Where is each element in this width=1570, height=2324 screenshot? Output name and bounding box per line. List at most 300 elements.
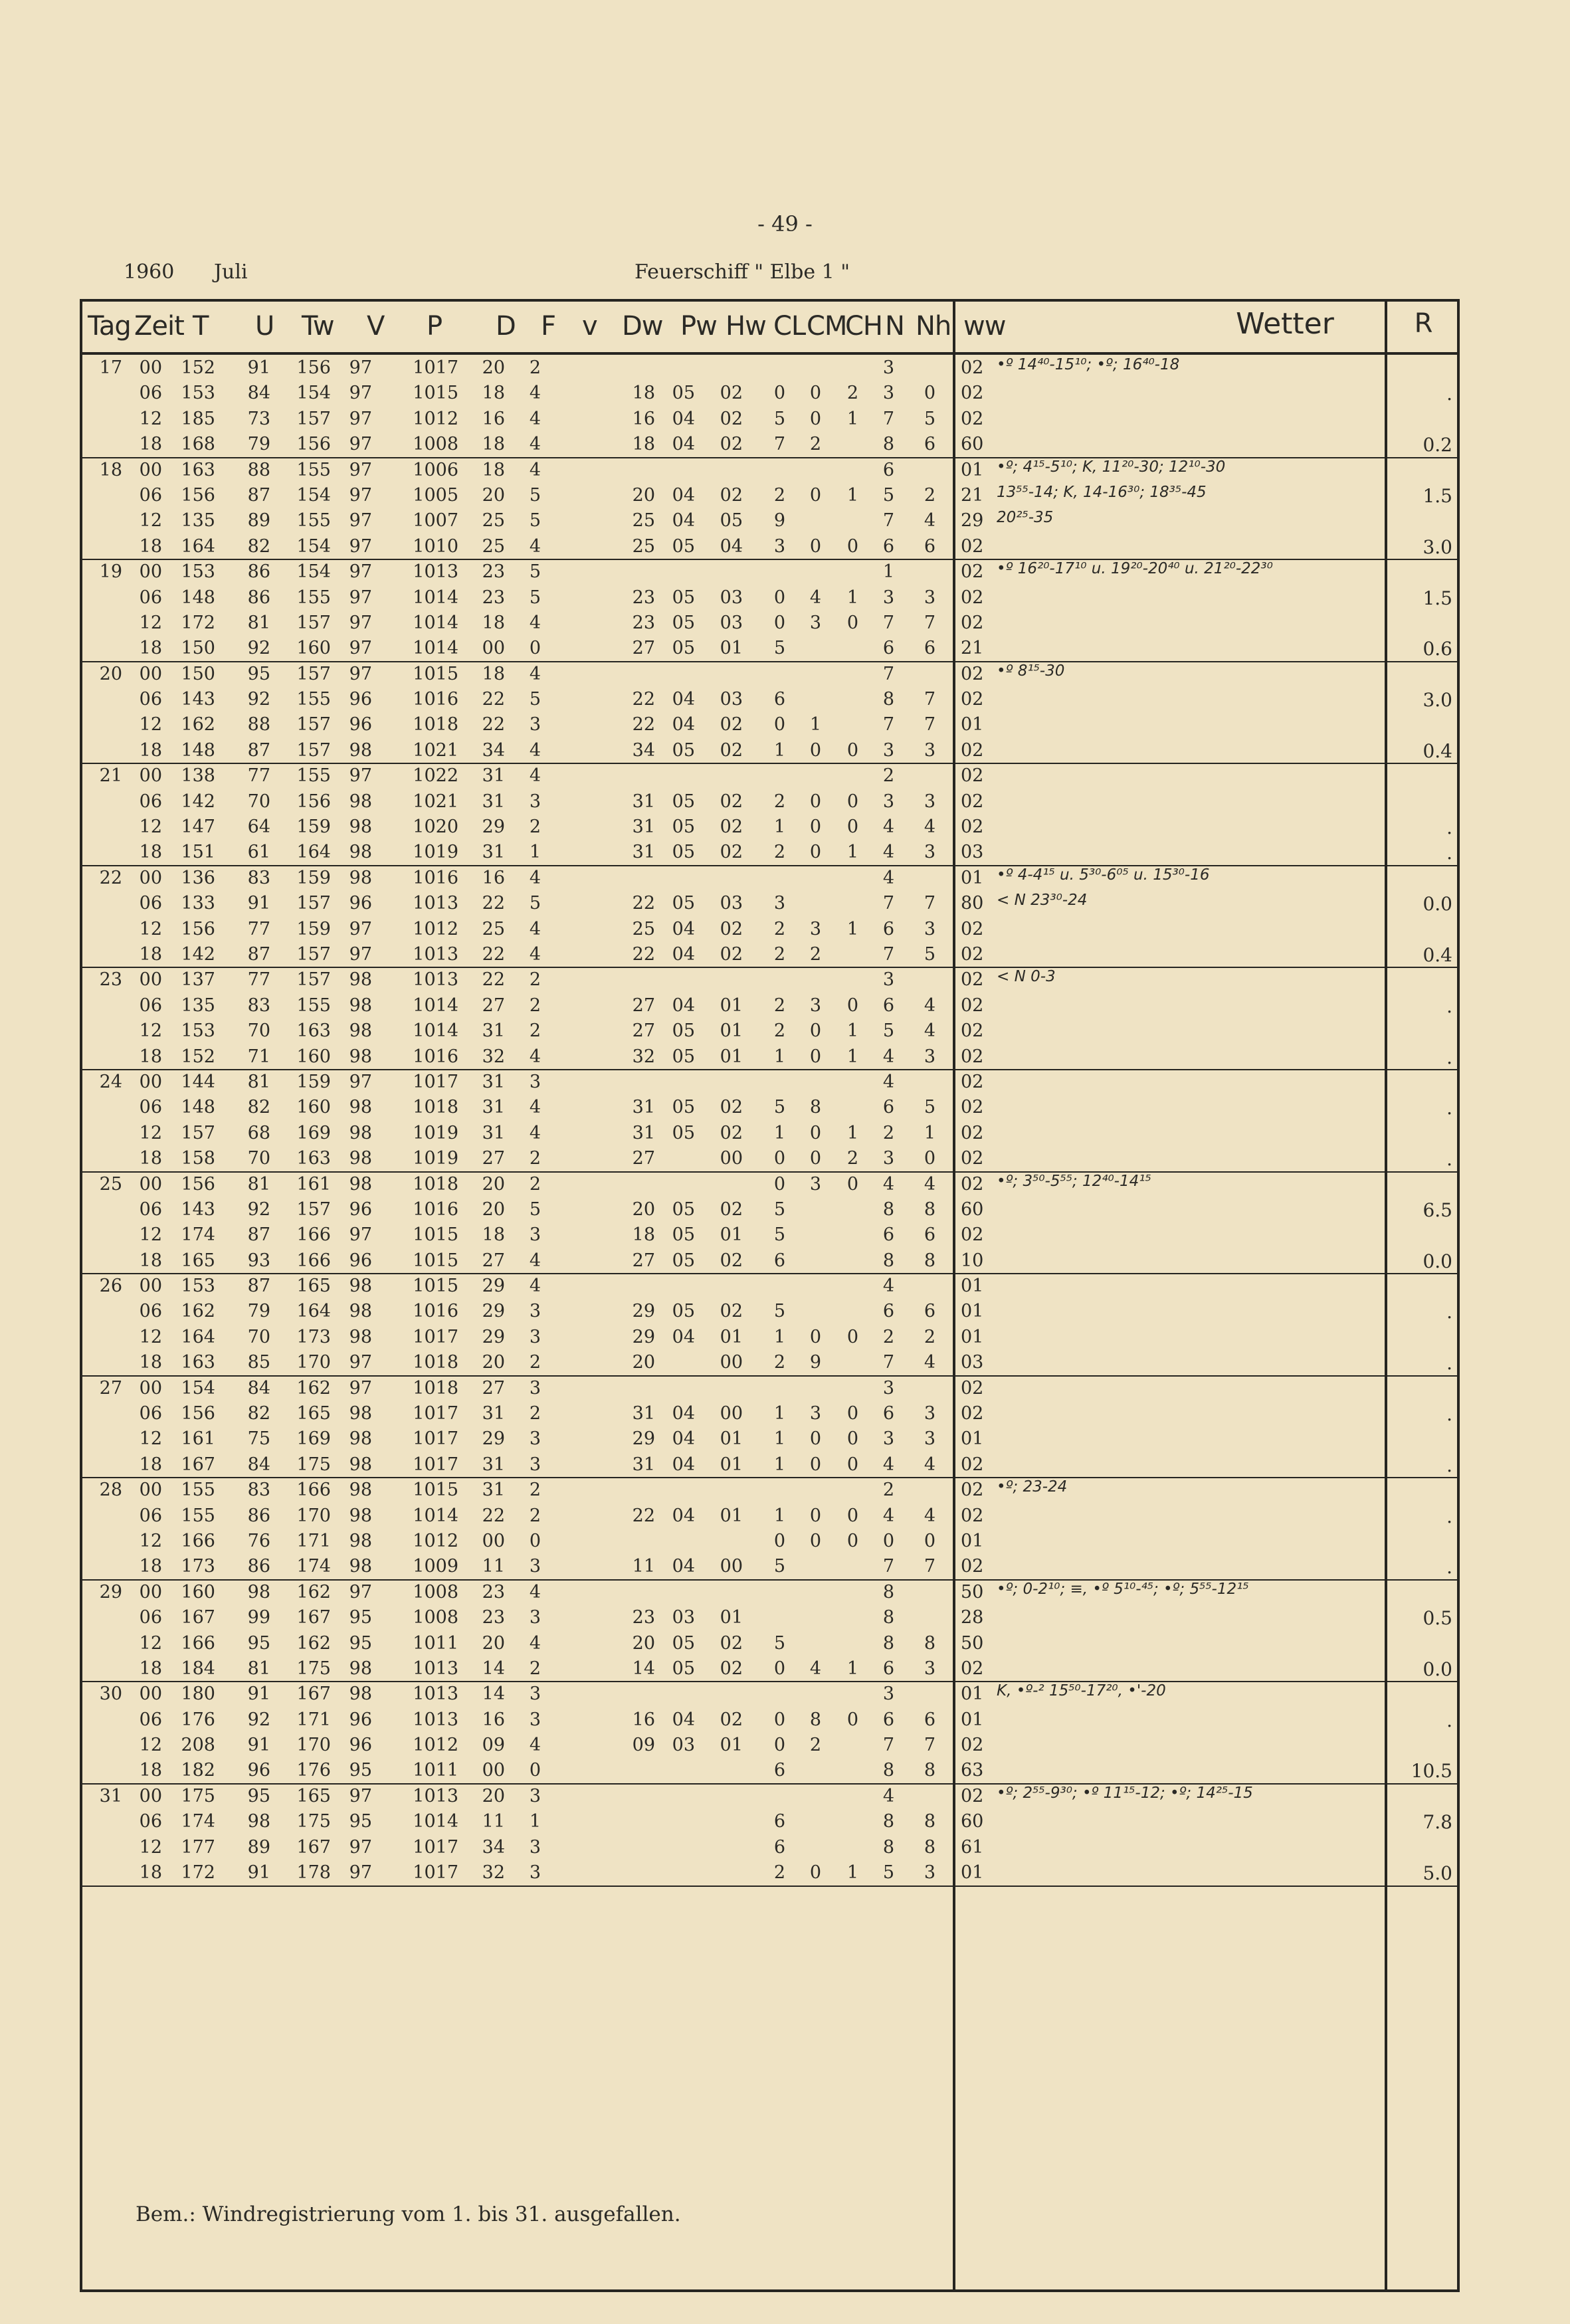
cell-ww: 01 [961, 1862, 984, 1884]
cell-nh: 6 [924, 638, 935, 659]
cell-nh: 3 [924, 1428, 935, 1450]
cell-t: 142 [181, 943, 215, 965]
cell-v: 97 [349, 587, 372, 608]
cell-t: 208 [181, 1735, 215, 1756]
cell-dw: 31 [632, 791, 655, 812]
cell-t: 167 [181, 1607, 215, 1628]
cell-v: 95 [349, 1760, 372, 1781]
cell-d: 29 [482, 1276, 505, 1297]
cell-ww: 02 [961, 408, 984, 429]
cell-cm: 2 [809, 434, 821, 455]
cell-dw: 22 [632, 689, 655, 710]
cell-f: 2 [529, 1352, 541, 1373]
cell-cm: 0 [809, 535, 821, 557]
cell-r: . [1446, 383, 1452, 405]
cell-n: 2 [882, 1326, 894, 1347]
cell-pw: 04 [672, 1428, 695, 1450]
cell-ch: 2 [846, 383, 858, 404]
cell-pw: 05 [672, 739, 695, 761]
cell-r: . [1446, 995, 1452, 1017]
table-row [82, 789, 1457, 814]
cell-tw: 155 [296, 459, 331, 480]
cell-t: 138 [181, 765, 215, 787]
cell-hw: 01 [720, 1607, 743, 1628]
cell-dw: 09 [632, 1735, 655, 1756]
cell-tw: 178 [296, 1862, 331, 1884]
cell-dw: 23 [632, 1607, 655, 1628]
cell-t: 156 [181, 484, 215, 506]
cell-hw: 00 [720, 1352, 743, 1373]
cell-tag: 23 [99, 969, 122, 991]
cell-u: 98 [247, 1581, 270, 1602]
cell-nh: 3 [924, 918, 935, 939]
cell-r: 0.2 [1423, 434, 1452, 456]
cell-cl: 3 [773, 893, 785, 914]
cell-zeit: 06 [139, 689, 162, 710]
cell-n: 7 [882, 893, 894, 914]
cell-tw: 169 [296, 1428, 331, 1450]
cell-cm: 0 [809, 1020, 821, 1042]
cell-tw: 157 [296, 739, 331, 761]
cell-dw: 20 [632, 1632, 655, 1654]
cell-n: 3 [882, 791, 894, 812]
table-row [82, 1171, 1457, 1197]
cell-tw: 156 [296, 357, 331, 378]
cell-cl: 0 [773, 1735, 785, 1756]
cell-tw: 175 [296, 1454, 331, 1475]
cell-n: 8 [882, 1581, 894, 1602]
cell-r: . [1446, 1352, 1452, 1375]
cell-pw: 04 [672, 1403, 695, 1424]
cell-dw: 16 [632, 1709, 655, 1730]
cell-t: 155 [181, 1505, 215, 1526]
cell-d: 20 [482, 1352, 505, 1373]
cell-u: 79 [247, 434, 270, 455]
cell-cl: 0 [773, 714, 785, 735]
table-row [82, 1834, 1457, 1860]
cell-dw: 31 [632, 842, 655, 863]
cell-wetter: 13⁵⁵-14; K, 14-16³⁰; 18³⁵-45 [997, 483, 1207, 501]
cell-nh: 6 [924, 535, 935, 557]
cell-u: 91 [247, 1862, 270, 1884]
cell-ww: 01 [961, 459, 984, 480]
cell-v: 96 [349, 689, 372, 710]
cell-n: 7 [882, 943, 894, 965]
cell-d: 25 [482, 535, 505, 557]
cell-cl: 2 [773, 1352, 785, 1373]
cell-v: 96 [349, 1250, 372, 1271]
cell-p: 1012 [413, 408, 458, 429]
cell-u: 77 [247, 969, 270, 991]
cell-t: 156 [181, 1173, 215, 1195]
cell-tw: 167 [296, 1684, 331, 1705]
cell-v: 97 [349, 459, 372, 480]
cell-f: 3 [529, 1709, 541, 1730]
cell-tw: 170 [296, 1505, 331, 1526]
cell-zeit: 06 [139, 995, 162, 1016]
cell-t: 175 [181, 1785, 215, 1806]
cell-ch: 1 [846, 1020, 858, 1042]
cell-t: 158 [181, 1148, 215, 1169]
cell-d: 00 [482, 1530, 505, 1551]
cell-ww: 02 [961, 612, 984, 633]
cell-v: 98 [349, 995, 372, 1016]
cell-u: 71 [247, 1046, 270, 1067]
cell-nh: 5 [924, 1097, 935, 1118]
cell-tag: 22 [99, 867, 122, 888]
cell-tw: 162 [296, 1377, 331, 1399]
cell-r: 0.0 [1423, 1250, 1452, 1272]
cell-zeit: 18 [139, 1250, 162, 1271]
cell-zeit: 18 [139, 1556, 162, 1577]
cell-zeit: 18 [139, 434, 162, 455]
cell-t: 143 [181, 689, 215, 710]
cell-p: 1019 [413, 1148, 458, 1169]
cell-dw: 22 [632, 1505, 655, 1526]
cell-d: 31 [482, 1097, 505, 1118]
cell-ch: 1 [846, 484, 858, 506]
cell-tw: 155 [296, 995, 331, 1016]
cell-tw: 154 [296, 383, 331, 404]
cell-zeit: 00 [139, 1377, 162, 1399]
cell-nh: 3 [924, 1046, 935, 1067]
cell-p: 1017 [413, 1403, 458, 1424]
cell-nh: 8 [924, 1632, 935, 1654]
cell-wetter: •º 14⁴⁰-15¹⁰; •º; 16⁴⁰-18 [997, 356, 1180, 373]
cell-p: 1015 [413, 1224, 458, 1246]
cell-ch: 0 [846, 1505, 858, 1526]
table-row [82, 1579, 1457, 1604]
cell-f: 4 [529, 918, 541, 939]
cell-ww: 01 [961, 1428, 984, 1450]
cell-n: 4 [882, 817, 894, 838]
cell-u: 88 [247, 459, 270, 480]
cell-cl: 6 [773, 689, 785, 710]
cell-r: 7.8 [1423, 1811, 1452, 1834]
cell-v: 97 [349, 612, 372, 633]
cell-pw: 05 [672, 383, 695, 404]
table-row [82, 1401, 1457, 1426]
cell-v: 98 [349, 1428, 372, 1450]
cell-r: 0.0 [1423, 1658, 1452, 1680]
cell-tw: 156 [296, 791, 331, 812]
cell-f: 4 [529, 765, 541, 787]
cell-p: 1017 [413, 1836, 458, 1858]
cell-p: 1019 [413, 842, 458, 863]
cell-hw: 01 [720, 1454, 743, 1475]
cell-tw: 157 [296, 612, 331, 633]
cell-tw: 174 [296, 1556, 331, 1577]
cell-v: 97 [349, 1862, 372, 1884]
cell-zeit: 18 [139, 842, 162, 863]
cell-hw: 02 [720, 842, 743, 863]
cell-d: 31 [482, 1480, 505, 1501]
cell-p: 1010 [413, 535, 458, 557]
cell-t: 180 [181, 1684, 215, 1705]
cell-f: 4 [529, 383, 541, 404]
cell-cl: 5 [773, 1301, 785, 1322]
cell-v: 97 [349, 1785, 372, 1806]
cell-dw: 18 [632, 434, 655, 455]
cell-zeit: 06 [139, 587, 162, 608]
cell-ww: 02 [961, 1071, 984, 1092]
cell-pw: 05 [672, 1301, 695, 1322]
cell-v: 98 [349, 1097, 372, 1118]
table-row [82, 1298, 1457, 1323]
cell-hw: 01 [720, 995, 743, 1016]
cell-zeit: 18 [139, 739, 162, 761]
cell-wetter: •º; 3⁵⁰-5⁵⁵; 12⁴⁰-14¹⁵ [997, 1172, 1151, 1190]
cell-n: 6 [882, 1301, 894, 1322]
cell-f: 4 [529, 535, 541, 557]
cell-u: 88 [247, 714, 270, 735]
cell-nh: 2 [924, 1326, 935, 1347]
weather-table [80, 299, 1460, 2292]
cell-pw: 04 [672, 1556, 695, 1577]
cell-cl: 5 [773, 1224, 785, 1246]
cell-dw: 16 [632, 408, 655, 429]
cell-dw: 18 [632, 383, 655, 404]
cell-pw: 05 [672, 1250, 695, 1271]
cell-hw: 02 [720, 1709, 743, 1730]
cell-d: 31 [482, 1403, 505, 1424]
cell-pw: 05 [672, 1020, 695, 1042]
cell-pw: 05 [672, 1097, 695, 1118]
cell-t: 135 [181, 510, 215, 532]
cell-v: 96 [349, 1709, 372, 1730]
cell-pw: 04 [672, 1326, 695, 1347]
cell-cm: 3 [809, 918, 821, 939]
cell-ch: 0 [846, 1428, 858, 1450]
cell-tw: 162 [296, 1581, 331, 1602]
cell-nh: 6 [924, 1301, 935, 1322]
cell-u: 93 [247, 1250, 270, 1271]
cell-nh: 3 [924, 587, 935, 608]
cell-n: 8 [882, 1811, 894, 1832]
cell-dw: 25 [632, 510, 655, 532]
cell-cl: 6 [773, 1811, 785, 1832]
cell-cl: 7 [773, 434, 785, 455]
cell-n: 8 [882, 1199, 894, 1220]
cell-pw: 04 [672, 918, 695, 939]
cell-dw: 27 [632, 638, 655, 659]
cell-f: 3 [529, 1428, 541, 1450]
cell-v: 98 [349, 969, 372, 991]
cell-p: 1014 [413, 1505, 458, 1526]
cell-hw: 01 [720, 1020, 743, 1042]
cell-nh: 4 [924, 1173, 935, 1195]
cell-nh: 5 [924, 943, 935, 965]
cell-r: 10.5 [1411, 1760, 1452, 1783]
cell-zeit: 12 [139, 1735, 162, 1756]
cell-d: 27 [482, 1250, 505, 1271]
cell-t: 182 [181, 1760, 215, 1781]
cell-hw: 02 [720, 383, 743, 404]
cell-ww: 01 [961, 714, 984, 735]
column-header-p: P [427, 311, 442, 341]
cell-pw: 04 [672, 995, 695, 1016]
cell-ww: 02 [961, 1122, 984, 1143]
cell-pw: 05 [672, 842, 695, 863]
cell-r: . [1446, 1301, 1452, 1323]
cell-zeit: 06 [139, 1301, 162, 1322]
cell-d: 27 [482, 1148, 505, 1169]
cell-d: 31 [482, 1020, 505, 1042]
cell-zeit: 00 [139, 561, 162, 583]
cell-ch: 0 [846, 1326, 858, 1347]
cell-p: 1015 [413, 383, 458, 404]
cell-pw: 04 [672, 484, 695, 506]
cell-zeit: 18 [139, 535, 162, 557]
column-header-cl: CL [773, 311, 806, 341]
cell-v: 97 [349, 765, 372, 787]
cell-zeit: 00 [139, 1480, 162, 1501]
cell-p: 1007 [413, 510, 458, 532]
cell-cm: 0 [809, 1862, 821, 1884]
table-row [82, 686, 1457, 712]
cell-cl: 1 [773, 817, 785, 838]
cell-hw: 00 [720, 1148, 743, 1169]
cell-ww: 02 [961, 1403, 984, 1424]
cell-wetter: 20²⁵-35 [997, 509, 1054, 527]
cell-cm: 3 [809, 612, 821, 633]
cell-tag: 27 [99, 1377, 122, 1399]
cell-u: 95 [247, 1632, 270, 1654]
cell-t: 163 [181, 1352, 215, 1373]
table-row [82, 380, 1457, 405]
cell-v: 98 [349, 1684, 372, 1705]
cell-cm: 0 [809, 817, 821, 838]
cell-ww: 02 [961, 995, 984, 1016]
cell-v: 98 [349, 842, 372, 863]
cell-r: 5.0 [1423, 1862, 1452, 1885]
table-row [82, 1503, 1457, 1528]
cell-u: 84 [247, 1454, 270, 1475]
cell-r: . [1446, 1046, 1452, 1068]
cell-tw: 169 [296, 1122, 331, 1143]
cell-p: 1006 [413, 459, 458, 480]
table-row [82, 1860, 1457, 1885]
cell-n: 3 [882, 587, 894, 608]
cell-v: 97 [349, 663, 372, 684]
cell-u: 76 [247, 1530, 270, 1551]
table-row [82, 1069, 1457, 1094]
cell-nh: 3 [924, 791, 935, 812]
cell-ww: 63 [961, 1760, 984, 1781]
cell-v: 97 [349, 510, 372, 532]
cell-wetter: K, •º-² 15⁵⁰-17²⁰, •'-20 [997, 1682, 1166, 1700]
cell-f: 2 [529, 817, 541, 838]
cell-ch: 1 [846, 1122, 858, 1143]
cell-f: 5 [529, 689, 541, 710]
cell-hw: 02 [720, 1301, 743, 1322]
cell-dw: 31 [632, 817, 655, 838]
cell-f: 2 [529, 1403, 541, 1424]
cell-n: 8 [882, 1250, 894, 1271]
cell-ww: 01 [961, 867, 984, 888]
column-header-nh: Nh [916, 311, 951, 341]
cell-d: 31 [482, 842, 505, 863]
cell-dw: 32 [632, 1046, 655, 1067]
cell-u: 82 [247, 535, 270, 557]
cell-d: 25 [482, 918, 505, 939]
cell-n: 3 [882, 1684, 894, 1705]
cell-dw: 20 [632, 484, 655, 506]
cell-pw: 05 [672, 1199, 695, 1220]
cell-t: 136 [181, 867, 215, 888]
cell-d: 22 [482, 969, 505, 991]
cell-v: 97 [349, 1581, 372, 1602]
cell-n: 2 [882, 1122, 894, 1143]
cell-f: 5 [529, 510, 541, 532]
cell-wetter: •º; 2⁵⁵-9³⁰; •º 11¹⁵-12; •º; 14²⁵-15 [997, 1784, 1253, 1802]
cell-r: 1.5 [1423, 587, 1452, 609]
cell-tw: 155 [296, 689, 331, 710]
cell-r: 3.0 [1423, 689, 1452, 712]
cell-pw: 03 [672, 1735, 695, 1756]
cell-u: 86 [247, 587, 270, 608]
table-row [82, 1222, 1457, 1247]
cell-v: 97 [349, 1071, 372, 1092]
cell-f: 0 [529, 1760, 541, 1781]
cell-t: 157 [181, 1122, 215, 1143]
cell-tw: 164 [296, 842, 331, 863]
cell-cm: 0 [809, 1046, 821, 1067]
table-row [82, 1145, 1457, 1171]
cell-t: 154 [181, 1377, 215, 1399]
cell-tw: 157 [296, 1199, 331, 1220]
cell-d: 20 [482, 1199, 505, 1220]
column-header-v: V [367, 311, 385, 341]
cell-u: 70 [247, 1326, 270, 1347]
cell-dw: 20 [632, 1352, 655, 1373]
cell-cl: 6 [773, 1760, 785, 1781]
cell-nh: 6 [924, 1709, 935, 1730]
cell-ww: 02 [961, 765, 984, 787]
cell-v: 98 [349, 1454, 372, 1475]
cell-hw: 01 [720, 1046, 743, 1067]
cell-cm: 0 [809, 1428, 821, 1450]
cell-cl: 1 [773, 1403, 785, 1424]
cell-p: 1013 [413, 943, 458, 965]
table-row [82, 916, 1457, 941]
cell-d: 31 [482, 765, 505, 787]
cell-d: 18 [482, 1224, 505, 1246]
cell-pw: 05 [672, 1224, 695, 1246]
cell-t: 150 [181, 663, 215, 684]
cell-zeit: 00 [139, 969, 162, 991]
cell-t: 153 [181, 383, 215, 404]
cell-ww: 02 [961, 1046, 984, 1067]
cell-zeit: 00 [139, 1276, 162, 1297]
cell-t: 164 [181, 535, 215, 557]
cell-ww: 28 [961, 1607, 984, 1628]
cell-ww: 02 [961, 1658, 984, 1679]
cell-zeit: 00 [139, 663, 162, 684]
cell-n: 8 [882, 434, 894, 455]
cell-f: 4 [529, 408, 541, 429]
cell-cm: 0 [809, 408, 821, 429]
cell-d: 31 [482, 1071, 505, 1092]
cell-pw: 04 [672, 689, 695, 710]
table-row [82, 712, 1457, 737]
cell-cm: 0 [809, 1122, 821, 1143]
cell-ch: 1 [846, 1862, 858, 1884]
cell-d: 16 [482, 1709, 505, 1730]
cell-hw: 02 [720, 1097, 743, 1118]
cell-tw: 164 [296, 1301, 331, 1322]
cell-zeit: 12 [139, 510, 162, 532]
